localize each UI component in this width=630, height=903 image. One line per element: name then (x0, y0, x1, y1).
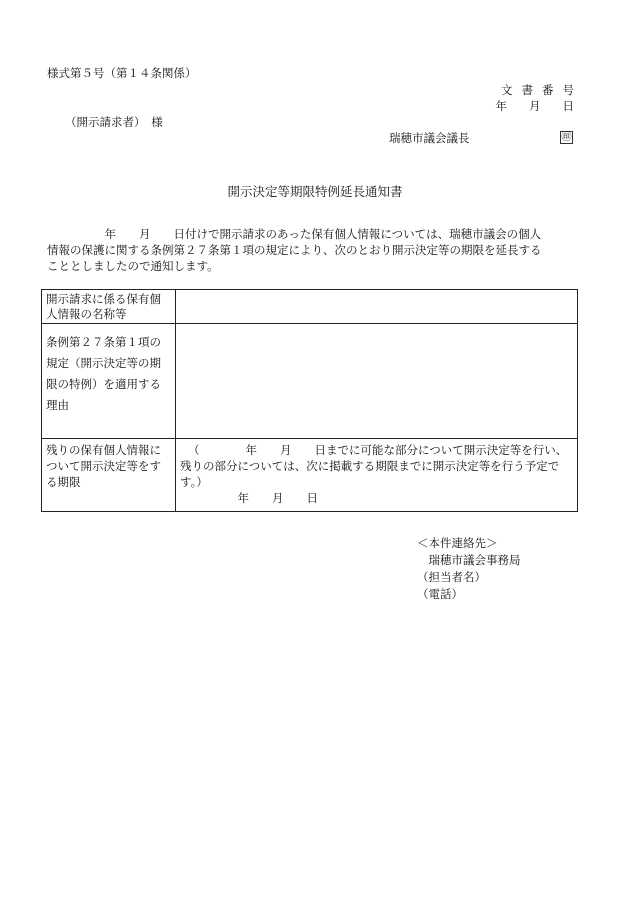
row-value-deadline: （ 年 月 日までに可能な部分について開示決定等を行い、 残りの部分については、次に掲載する期限までに開示決定等を行う予定で す。） 年 月 日 (176, 439, 578, 512)
date-year: 年 (495, 99, 507, 113)
body-line: 年 月 日付けで開示請求のあった保有個人情報については、瑞穂市議会の個人 (47, 227, 542, 241)
contact-heading: ＜本件連絡先＞ (417, 536, 498, 550)
sender-name: 瑞穂市議会議長 (389, 131, 470, 145)
contact-office: 瑞穂市議会事務局 (417, 553, 521, 567)
contact-block (417, 535, 521, 603)
contact-person: （担当者名） (417, 570, 486, 584)
extension-details-table (41, 289, 578, 512)
table-row (42, 439, 578, 512)
row-value-personal-info-name (176, 290, 578, 324)
row-label-deadline: 残りの保有個人情報に ついて開示決定等をす る期限 (42, 439, 176, 512)
body-line: 情報の保護に関する条例第２７条第１項の規定により、次のとおり開示決定等の期限を延長する (47, 243, 542, 257)
date-day: 日 (562, 99, 574, 113)
row-value-reason (176, 324, 578, 439)
document-title: 開示決定等期限特例延長通知書 (227, 184, 403, 199)
form-number: 様式第５号（第１４条関係） (47, 66, 197, 80)
document-number-label: 文書番号 (501, 83, 583, 97)
row-label-reason: 条例第２７条第１項の 規定（開示決定等の期 限の特例）を適用する 理由 (42, 324, 176, 439)
date-month: 月 (529, 99, 541, 113)
table-row (42, 290, 578, 324)
row-label-personal-info-name: 開示請求に係る保有個 人情報の名称等 (42, 290, 176, 324)
table-row (42, 324, 578, 439)
body-line: こととしましたので通知します。 (47, 259, 219, 273)
body-paragraph (47, 226, 582, 274)
addressee: （開示請求者） 様 (65, 115, 163, 129)
date-line (496, 99, 575, 113)
contact-phone: （電話） (417, 587, 463, 601)
seal-mark: ㊞ (561, 132, 572, 143)
